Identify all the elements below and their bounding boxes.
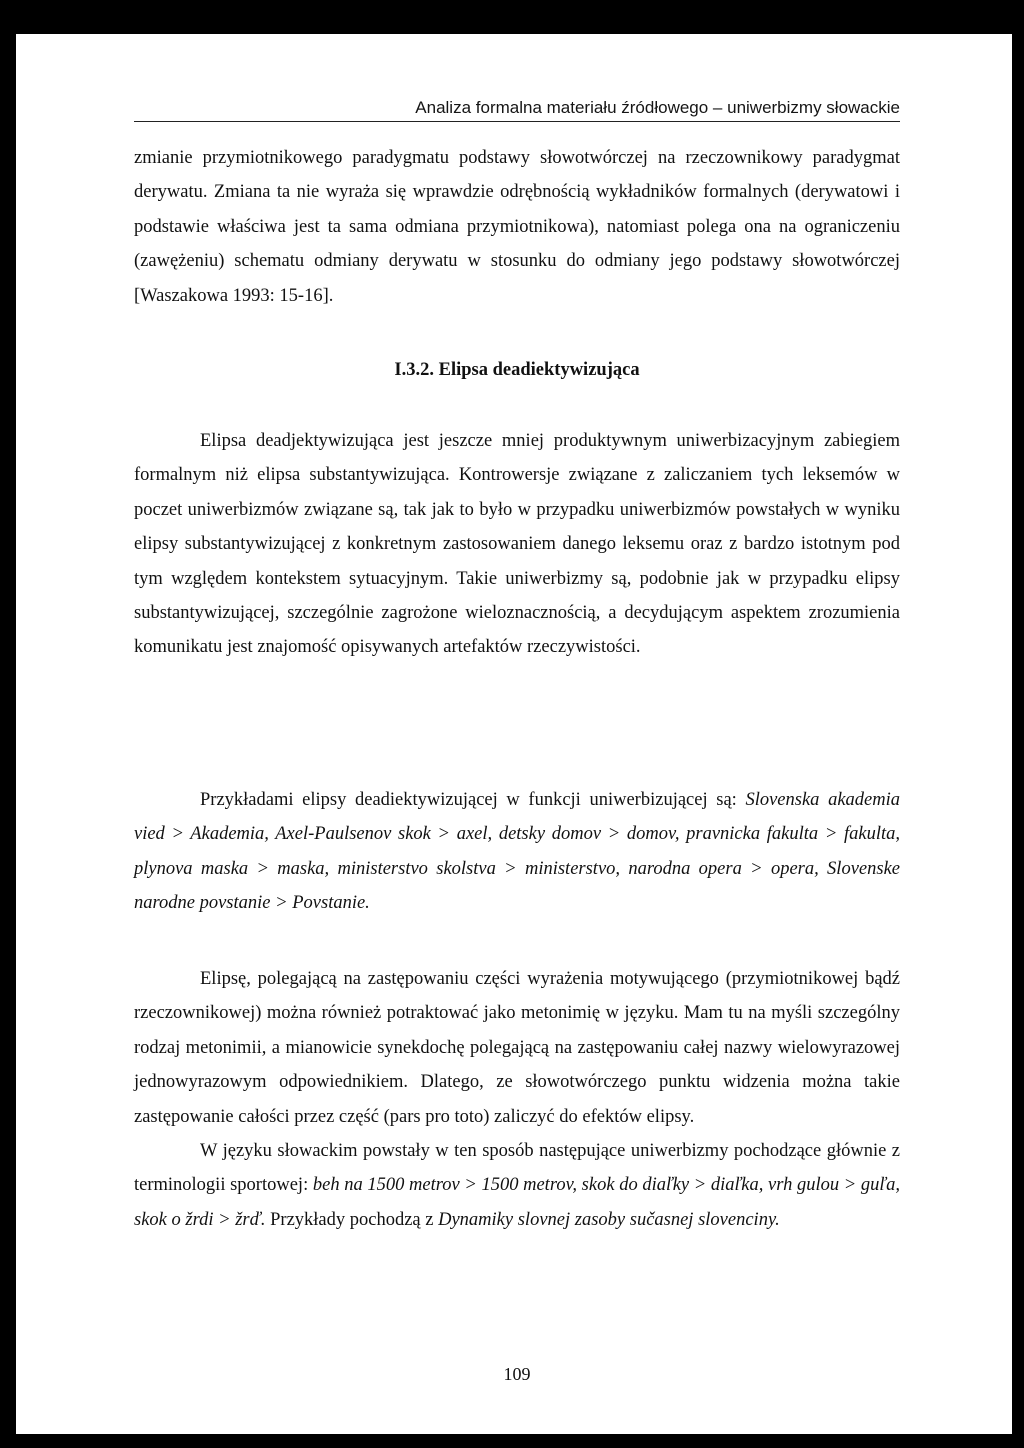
paragraph-text: Elipsę, polegającą na zastępowaniu części wyrażenia motywującego (przymiotnikowej bądź rzeczownikowej) można również potraktować jako metonimię w języku. Mam tu na myśli szczególny rodzaj metonimii, a mianowicie synekdochę polegającą na zastępowaniu całej nazwy wielowyrazowej jednowyrazowym odpowiednikiem. Dlatego, ze słowotwórczego punktu widzenia można takie zastępowanie całości przez część (pars pro toto) zaliczyć do efektów elipsy. (134, 969, 900, 1127)
body-paragraph-1 (134, 424, 900, 665)
paragraph-text: zmianie przymiotnikowego paradygmatu podstawy słowotwórczej na rzeczownikowy paradygmat derywatu. Zmiana ta nie wyraża się wprawdzie odrębnością wykładników formalnych (derywatowi i podstawie właściwa jest ta sama odmiana przymiotnikowa), natomiast polega ona na ograniczeniu (zawężeniu) schematu odmiany derywatu w stosunku do odmiany jego podstawy słowotwórczej [Waszakowa 1993: 15-16]. (134, 148, 900, 306)
section-heading: I.3.2. Elipsa deadiektywizująca (394, 360, 640, 380)
example-list: beh na 1500 metrov > 1500 metrov, skok do diaľky > diaľka, vrh gulou > guľa, skok o žrdi > žrď. (134, 1175, 900, 1230)
body-paragraph-top (134, 141, 900, 313)
paragraph-text (134, 783, 900, 921)
source-title: Dynamiky slovnej zasoby sučasnej slovenciny. (438, 1209, 780, 1230)
example-list: Slovenska akademia vied > Akademia, Axel-Paulsenov skok > axel, detsky domov > domov, pravnicka fakulta > fakulta, plynova maska > maska, ministerstvo skolstva > ministerstvo, narodna opera > opera, Slovenske narodne povstanie > Povstanie. (134, 790, 900, 914)
page-number: 109 (503, 1364, 531, 1384)
paragraph-text: Elipsa deadjektywizująca jest jeszcze mniej produktywnym uniwerbizacyjnym zabiegiem formalnym niż elipsa substantywizująca. Kontrowersje związane z zaliczaniem tych leksemów w poczet uniwerbizmów związane są, tak jak to było w przypadku uniwerbizmów powstałych w wyniku elipsy substantywizującej z konkretnym zastosowaniem danego leksemu oraz z bardzo istotnym pod tym względem kontekstem sytuacyjnym. Takie uniwerbizmy są, podobnie jak w przypadku elipsy substantywizującej, szczególnie zagrożone wieloznacznością, a decydującym aspektem zrozumienia komunikatu jest znajomość opisywanych artefaktów rzeczywistości. (134, 431, 900, 658)
paragraph-middle: Przykłady pochodzą z (265, 1209, 439, 1230)
paragraph-lead: W języku słowackim powstały w ten sposób następujące uniwerbizmy pochodzące głównie z terminologii sportowej: (134, 1141, 900, 1196)
paragraph-lead: Przykładami elipsy deadiektywizującej w funkcji uniwerbizującej są: (200, 790, 746, 810)
header-rule (134, 121, 900, 122)
running-header: Analiza formalna materiału źródłowego – uniwerbizmy słowackie (415, 98, 900, 117)
body-paragraph-2 (134, 783, 900, 921)
paragraph-text-continued (134, 1134, 900, 1237)
body-paragraph-3 (134, 962, 900, 1237)
